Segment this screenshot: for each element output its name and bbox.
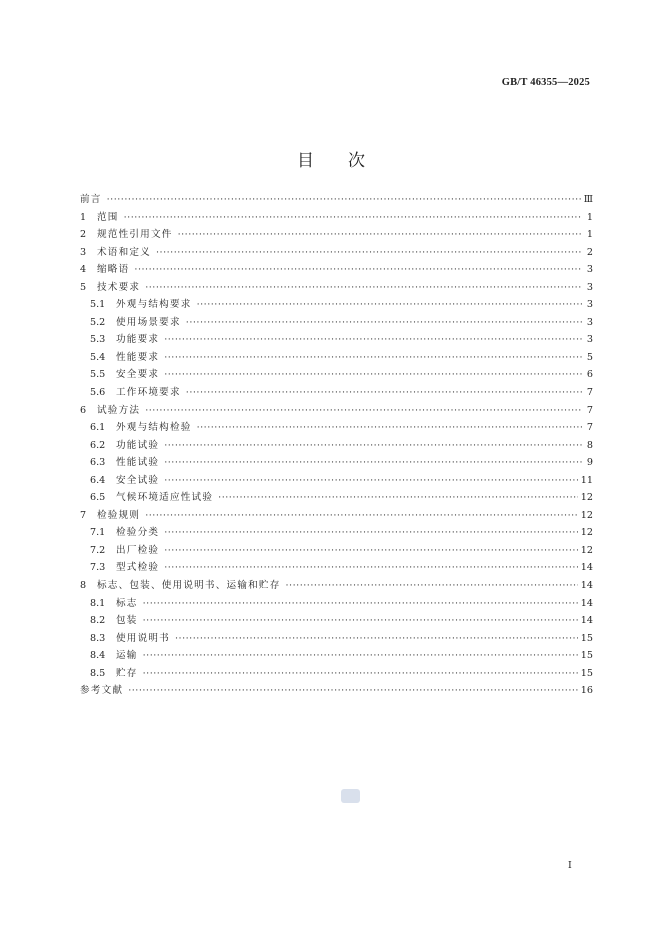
toc-entry-number: 3 bbox=[80, 246, 87, 258]
toc-entry-number: 7.1 bbox=[90, 527, 106, 539]
toc-entry-number: 8 bbox=[80, 580, 87, 592]
toc-leader-dots bbox=[164, 472, 578, 490]
toc-entry-label: 技术要求 bbox=[97, 281, 141, 293]
toc-entry-page: 1 bbox=[586, 229, 593, 241]
toc-entry-label: 规范性引用文件 bbox=[97, 229, 173, 241]
toc-entry-label: 贮存 bbox=[116, 667, 138, 679]
toc-entry[interactable] bbox=[80, 384, 593, 402]
toc-leader-dots bbox=[175, 630, 578, 648]
toc-entry-number: 5.6 bbox=[90, 387, 106, 399]
toc-entry[interactable] bbox=[80, 402, 593, 420]
toc-entry-label: 标志 bbox=[116, 597, 138, 609]
toc-entry-number: 6.3 bbox=[90, 457, 106, 469]
toc-entry[interactable] bbox=[80, 209, 593, 227]
toc-entry[interactable] bbox=[80, 630, 593, 648]
toc-leader-dots bbox=[197, 419, 582, 437]
toc-leader-dots bbox=[164, 559, 578, 577]
toc-entry-label: 性能要求 bbox=[116, 351, 160, 363]
toc-entry-number: 7 bbox=[80, 509, 87, 521]
toc-entry[interactable] bbox=[80, 559, 593, 577]
toc-entry-label: 包装 bbox=[116, 615, 138, 627]
toc-entry[interactable] bbox=[80, 419, 593, 437]
toc-entry[interactable] bbox=[80, 349, 593, 367]
toc-entry[interactable] bbox=[80, 331, 593, 349]
toc-entry-label: 术语和定义 bbox=[97, 246, 151, 258]
toc-leader-dots bbox=[145, 402, 582, 420]
toc-entry-page: 15 bbox=[580, 650, 593, 662]
toc-entry-page: 16 bbox=[580, 685, 593, 697]
toc-entry[interactable] bbox=[80, 577, 593, 595]
toc-entry[interactable] bbox=[80, 261, 593, 279]
toc-entry-number: 5.1 bbox=[90, 299, 106, 311]
toc-entry-label: 安全试验 bbox=[116, 474, 160, 486]
toc-entry[interactable] bbox=[80, 507, 593, 525]
toc-leader-dots bbox=[197, 296, 582, 314]
toc-entry[interactable] bbox=[80, 191, 593, 209]
page-title: 目次 bbox=[297, 151, 399, 172]
toc-entry-label: 出厂检验 bbox=[116, 544, 160, 556]
watermark-logo bbox=[341, 789, 360, 803]
toc-entry-page: 7 bbox=[586, 422, 593, 434]
toc-leader-dots bbox=[218, 489, 578, 507]
toc-entry[interactable] bbox=[80, 682, 593, 700]
toc-leader-dots bbox=[145, 507, 578, 525]
toc-entry[interactable] bbox=[80, 314, 593, 332]
toc-entry-label: 气候环境适应性试验 bbox=[116, 492, 214, 504]
toc-entry-label: 型式检验 bbox=[116, 562, 160, 574]
toc-entry-page: Ⅲ bbox=[583, 194, 593, 205]
toc-leader-dots bbox=[164, 437, 582, 455]
toc-entry-number: 5.5 bbox=[90, 369, 106, 381]
toc-entry-page: 3 bbox=[586, 299, 593, 311]
toc-leader-dots bbox=[164, 524, 578, 542]
toc-leader-dots bbox=[143, 595, 578, 613]
toc-entry-number: 8.3 bbox=[90, 632, 106, 644]
toc-leader-dots bbox=[164, 454, 582, 472]
toc-entry[interactable] bbox=[80, 296, 593, 314]
toc-entry-page: 14 bbox=[580, 580, 593, 592]
toc-leader-dots bbox=[145, 279, 582, 297]
toc-entry[interactable] bbox=[80, 489, 593, 507]
toc-entry-page: 6 bbox=[586, 369, 593, 381]
toc-entry-label: 试验方法 bbox=[97, 404, 141, 416]
toc-entry-label: 缩略语 bbox=[97, 264, 130, 276]
toc-leader-dots bbox=[164, 349, 582, 367]
toc-entry-label: 功能要求 bbox=[116, 334, 160, 346]
toc-entry-page: 5 bbox=[586, 351, 593, 363]
toc-leader-dots bbox=[286, 577, 578, 595]
toc-leader-dots bbox=[124, 209, 582, 227]
toc-entry[interactable] bbox=[80, 665, 593, 683]
toc-entry-number: 6.2 bbox=[90, 439, 106, 451]
toc-entry[interactable] bbox=[80, 279, 593, 297]
toc-entry-label: 检验规则 bbox=[97, 509, 141, 521]
toc-leader-dots bbox=[156, 244, 582, 262]
toc-entry-number: 6.5 bbox=[90, 492, 106, 504]
toc-leader-dots bbox=[128, 682, 578, 700]
toc-entry-label: 使用说明书 bbox=[116, 632, 170, 644]
toc-entry-number: 8.5 bbox=[90, 667, 106, 679]
toc-entry-label: 检验分类 bbox=[116, 527, 160, 539]
toc-entry[interactable] bbox=[80, 366, 593, 384]
toc-entry-number: 8.1 bbox=[90, 597, 106, 609]
toc-entry-page: 15 bbox=[580, 632, 593, 644]
page-number: Ⅰ bbox=[568, 860, 572, 871]
toc-entry-number: 1 bbox=[80, 211, 87, 223]
toc-entry[interactable] bbox=[80, 595, 593, 613]
toc-leader-dots bbox=[164, 366, 582, 384]
toc-entry-number: 2 bbox=[80, 229, 87, 241]
toc-entry-page: 1 bbox=[586, 211, 593, 223]
toc-entry-label: 运输 bbox=[116, 650, 138, 662]
toc-entry-page: 14 bbox=[580, 615, 593, 627]
toc-entry[interactable] bbox=[80, 542, 593, 560]
toc-entry-number: 6.1 bbox=[90, 422, 106, 434]
toc-leader-dots bbox=[107, 191, 581, 209]
table-of-contents bbox=[80, 191, 593, 700]
toc-entry-label: 功能试验 bbox=[116, 439, 160, 451]
toc-entry-page: 3 bbox=[586, 316, 593, 328]
toc-entry-page: 2 bbox=[586, 246, 593, 258]
toc-entry-page: 9 bbox=[586, 457, 593, 469]
toc-entry[interactable] bbox=[80, 612, 593, 630]
toc-entry-label: 性能试验 bbox=[116, 457, 160, 469]
toc-entry[interactable] bbox=[80, 437, 593, 455]
toc-entry[interactable] bbox=[80, 524, 593, 542]
toc-entry-label: 参考文献 bbox=[80, 685, 124, 697]
toc-entry-label: 安全要求 bbox=[116, 369, 160, 381]
toc-entry-page: 3 bbox=[586, 264, 593, 276]
toc-entry-number: 6 bbox=[80, 404, 87, 416]
toc-leader-dots bbox=[178, 226, 582, 244]
toc-entry-number: 4 bbox=[80, 264, 87, 276]
toc-entry-label: 使用场景要求 bbox=[116, 316, 181, 328]
toc-entry-page: 14 bbox=[580, 597, 593, 609]
toc-entry-label: 工作环境要求 bbox=[116, 387, 181, 399]
toc-entry-page: 11 bbox=[580, 474, 593, 486]
toc-leader-dots bbox=[164, 542, 578, 560]
toc-entry[interactable] bbox=[80, 472, 593, 490]
toc-entry-page: 3 bbox=[586, 281, 593, 293]
toc-leader-dots bbox=[143, 665, 578, 683]
standard-code: GB/T 46355—2025 bbox=[501, 77, 590, 88]
toc-entry-label: 外观与结构检验 bbox=[116, 422, 192, 434]
toc-entry-page: 3 bbox=[586, 334, 593, 346]
toc-leader-dots bbox=[143, 612, 578, 630]
toc-entry-page: 12 bbox=[580, 509, 593, 521]
toc-entry-number: 7.3 bbox=[90, 562, 106, 574]
toc-leader-dots bbox=[186, 384, 582, 402]
toc-entry-page: 15 bbox=[580, 667, 593, 679]
toc-entry-label: 范围 bbox=[97, 211, 119, 223]
toc-leader-dots bbox=[186, 314, 582, 332]
toc-entry-number: 5.4 bbox=[90, 351, 106, 363]
toc-entry-label: 前言 bbox=[80, 194, 102, 205]
toc-entry[interactable] bbox=[80, 454, 593, 472]
toc-entry-page: 7 bbox=[586, 387, 593, 399]
toc-leader-dots bbox=[164, 331, 582, 349]
toc-entry-number: 5.2 bbox=[90, 316, 106, 328]
toc-entry-page: 12 bbox=[580, 492, 593, 504]
toc-entry[interactable] bbox=[80, 647, 593, 665]
toc-leader-dots bbox=[134, 261, 582, 279]
toc-entry-label: 标志、包装、使用说明书、运输和贮存 bbox=[97, 580, 281, 592]
toc-entry-label: 外观与结构要求 bbox=[116, 299, 192, 311]
toc-entry[interactable] bbox=[80, 226, 593, 244]
toc-entry-page: 14 bbox=[580, 562, 593, 574]
toc-entry-number: 8.2 bbox=[90, 615, 106, 627]
toc-entry[interactable] bbox=[80, 244, 593, 262]
toc-entry-page: 7 bbox=[586, 404, 593, 416]
toc-entry-number: 5 bbox=[80, 281, 87, 293]
toc-entry-page: 12 bbox=[580, 527, 593, 539]
toc-entry-number: 8.4 bbox=[90, 650, 106, 662]
toc-entry-page: 8 bbox=[586, 439, 593, 451]
toc-leader-dots bbox=[143, 647, 578, 665]
toc-entry-number: 6.4 bbox=[90, 474, 106, 486]
toc-entry-page: 12 bbox=[580, 544, 593, 556]
toc-entry-number: 7.2 bbox=[90, 544, 106, 556]
toc-entry-number: 5.3 bbox=[90, 334, 106, 346]
